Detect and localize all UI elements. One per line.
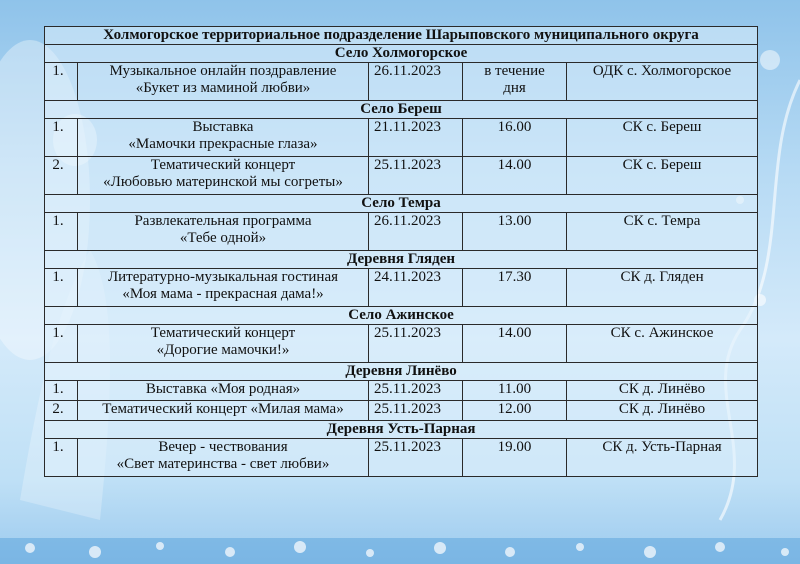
event-line: Тематический концерт «Милая мама» [102,401,344,417]
event-place: СК д. Усть-Парная [567,439,758,477]
section-header-row [45,307,758,325]
section-title: Деревня Гляден [45,251,758,269]
event-line: Выставка [192,119,254,135]
event-cell [78,63,369,101]
event-cell [78,381,369,401]
event-place: СК с. Ажинское [567,325,758,363]
event-line: «Моя мама - прекрасная дама!» [122,286,324,302]
table-row [45,439,758,477]
events-schedule-table [44,26,758,477]
event-date: 25.11.2023 [369,157,463,195]
time-line: 14.00 [497,325,532,341]
row-number: 1. [45,439,78,477]
event-cell [78,439,369,477]
section-title: Деревня Линёво [45,363,758,381]
time-cell [463,439,567,477]
event-line: Выставка «Моя родная» [145,381,301,397]
event-place: СК д. Линёво [567,381,758,401]
time-line: в течение [484,63,545,79]
table-row [45,381,758,401]
time-cell [463,269,567,307]
event-place: СК с. Береш [567,119,758,157]
time-cell [463,401,567,421]
section-title: Село Темра [45,195,758,213]
event-date: 24.11.2023 [369,269,463,307]
table-row [45,401,758,421]
section-title: Село Ажинское [45,307,758,325]
table-row [45,325,758,363]
table-row [45,119,758,157]
event-line: «Любовью материнской мы согреты» [103,174,343,190]
event-place: СК с. Темра [567,213,758,251]
row-number: 1. [45,119,78,157]
row-number: 1. [45,213,78,251]
schedule-body [45,27,758,477]
time-line: 19.00 [497,439,532,455]
section-header-row [45,195,758,213]
event-line: «Мамочки прекрасные глаза» [128,136,318,152]
section-header-row [45,363,758,381]
time-cell [463,325,567,363]
row-number: 1. [45,269,78,307]
event-line: Тематический концерт [150,325,296,341]
event-line: Вечер - чествования [158,439,288,455]
event-line: Развлекательная программа [134,213,312,229]
section-title: Село Береш [45,101,758,119]
event-cell [78,213,369,251]
section-header-row [45,101,758,119]
row-number: 1. [45,63,78,101]
event-date: 21.11.2023 [369,119,463,157]
event-line: Тематический концерт [150,157,296,173]
time-line: 12.00 [497,401,532,417]
time-line: 16.00 [497,119,532,135]
event-cell [78,401,369,421]
table-row [45,213,758,251]
row-number: 2. [45,401,78,421]
event-place: ОДК с. Холмогорское [567,63,758,101]
section-header-row [45,421,758,439]
row-number: 1. [45,325,78,363]
table-row [45,63,758,101]
time-cell [463,119,567,157]
row-number: 2. [45,157,78,195]
event-place: СК д. Линёво [567,401,758,421]
time-line: 11.00 [497,381,532,397]
event-line: Литературно-музыкальная гостиная [107,269,339,285]
table-row [45,157,758,195]
time-cell [463,213,567,251]
event-date: 26.11.2023 [369,63,463,101]
section-title: Село Холмогорское [45,45,758,63]
event-line: «Тебе одной» [179,230,267,246]
event-line: «Свет материнства - свет любви» [116,456,330,472]
time-cell [463,157,567,195]
event-place: СК д. Гляден [567,269,758,307]
section-title: Деревня Усть-Парная [45,421,758,439]
event-date: 25.11.2023 [369,381,463,401]
row-number: 1. [45,381,78,401]
event-place: СК с. Береш [567,157,758,195]
time-line: 13.00 [497,213,532,229]
event-line: «Дорогие мамочки!» [156,342,290,358]
time-line: 14.00 [497,157,532,173]
event-line: «Букет из маминой любви» [135,80,311,96]
table-header-row [45,27,758,45]
time-cell [463,63,567,101]
table-row [45,269,758,307]
time-cell [463,381,567,401]
event-cell [78,157,369,195]
event-date: 26.11.2023 [369,213,463,251]
event-date: 25.11.2023 [369,401,463,421]
section-header-row [45,251,758,269]
time-line: 17.30 [497,269,532,285]
event-cell [78,269,369,307]
event-date: 25.11.2023 [369,439,463,477]
time-line: дня [503,80,526,96]
event-cell [78,119,369,157]
table-title: Холмогорское территориальное подразделение Шарыповского муниципального округа [45,27,758,45]
event-line: Музыкальное онлайн поздравление [109,63,337,79]
section-header-row [45,45,758,63]
event-cell [78,325,369,363]
event-date: 25.11.2023 [369,325,463,363]
